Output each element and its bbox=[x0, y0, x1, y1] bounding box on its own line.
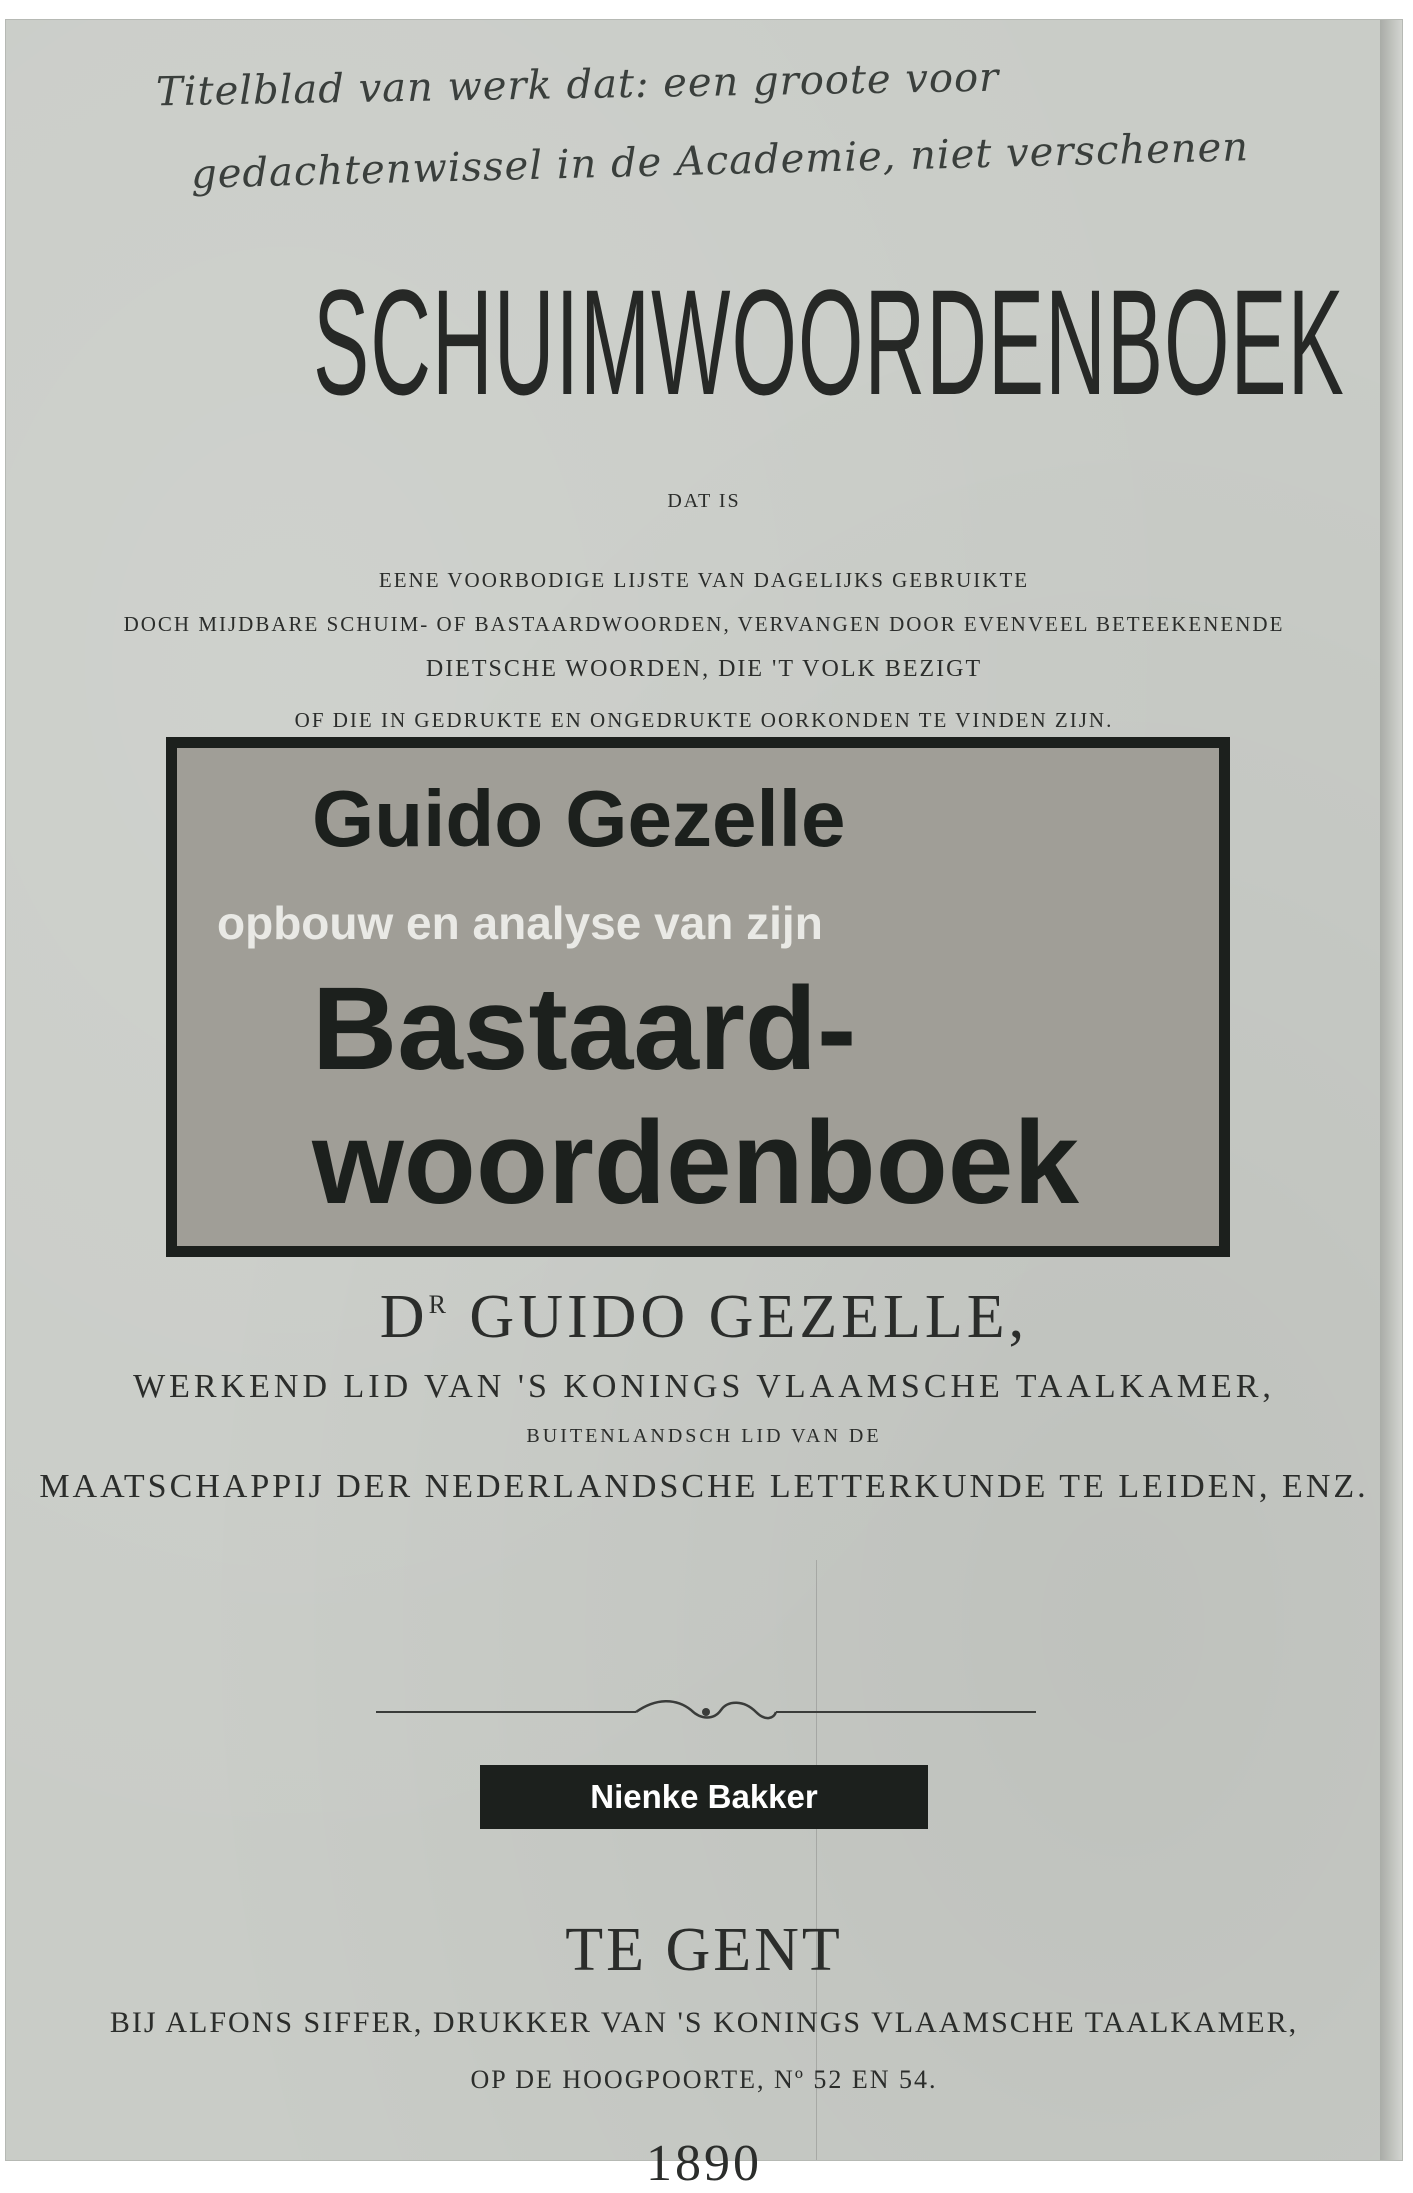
imprint-place: TE GENT bbox=[565, 1916, 843, 1984]
original-author-name bbox=[6, 1282, 1402, 1353]
title-box bbox=[166, 737, 1230, 1257]
original-subtitle-line-4: OF DIE IN GEDRUKTE EN ONGEDRUKTE OORKONDEN TE VINDEN ZIJN. bbox=[294, 708, 1114, 732]
title-main-line-1: Bastaard- bbox=[312, 963, 857, 1095]
author-name-bar: Nienke Bakker bbox=[480, 1765, 928, 1829]
title-subtitle: opbouw en analyse van zijn bbox=[217, 897, 823, 949]
author-name: GUIDO GEZELLE, bbox=[449, 1283, 1029, 1351]
original-subtitle-line-3: DIETSCHE WOORDEN, DIE 'T VOLK BEZIGT bbox=[425, 656, 983, 682]
author-prefix: D bbox=[379, 1283, 429, 1351]
original-subtitle-line-1: EENE VOORBODIGE LIJSTE VAN DAGELIJKS GEBRUIKTE bbox=[378, 568, 1030, 592]
original-title: SCHUIMWOORDENBOEK bbox=[313, 258, 1345, 426]
imprint-year: 1890 bbox=[646, 2135, 762, 2192]
ornament-divider bbox=[376, 1692, 1036, 1732]
handwritten-note-line-2: gedachtenwissel in de Academie, niet verschenen bbox=[190, 124, 1250, 198]
imprint-publisher-line-1: BIJ ALFONS SIFFER, DRUKKER VAN 'S KONINGS VLAAMSCHE TAALKAMER, bbox=[109, 2006, 1299, 2039]
author-membership-line-1: WERKEND LID VAN 'S KONINGS VLAAMSCHE TAALKAMER, bbox=[133, 1368, 1275, 1405]
author-membership-line-3: MAATSCHAPPIJ DER NEDERLANDSCHE LETTERKUNDE TE LEIDEN, ENZ. bbox=[39, 1468, 1369, 1505]
original-subtitle-line-2: DOCH MIJDBARE SCHUIM- OF BASTAARDWOORDEN, VERVANGEN DOOR EVENVEEL BETEEKENENDE bbox=[123, 612, 1285, 636]
original-title-dat-is: DAT IS bbox=[667, 490, 741, 512]
title-author: Guido Gezelle bbox=[312, 774, 846, 863]
author-membership-line-2: BUITENLANDSCH LID VAN DE bbox=[526, 1425, 882, 1447]
imprint-publisher-line-2: OP DE HOOGPOORTE, Nº 52 EN 54. bbox=[470, 2065, 938, 2094]
author-prefix-superscript: R bbox=[428, 1290, 450, 1319]
title-main-line-2: woordenboek bbox=[312, 1097, 1080, 1229]
cover-edge bbox=[1380, 20, 1402, 2160]
book-cover bbox=[6, 20, 1402, 2192]
handwritten-note-line-1: Titelblad van werk dat: een groote voor bbox=[155, 54, 1000, 116]
